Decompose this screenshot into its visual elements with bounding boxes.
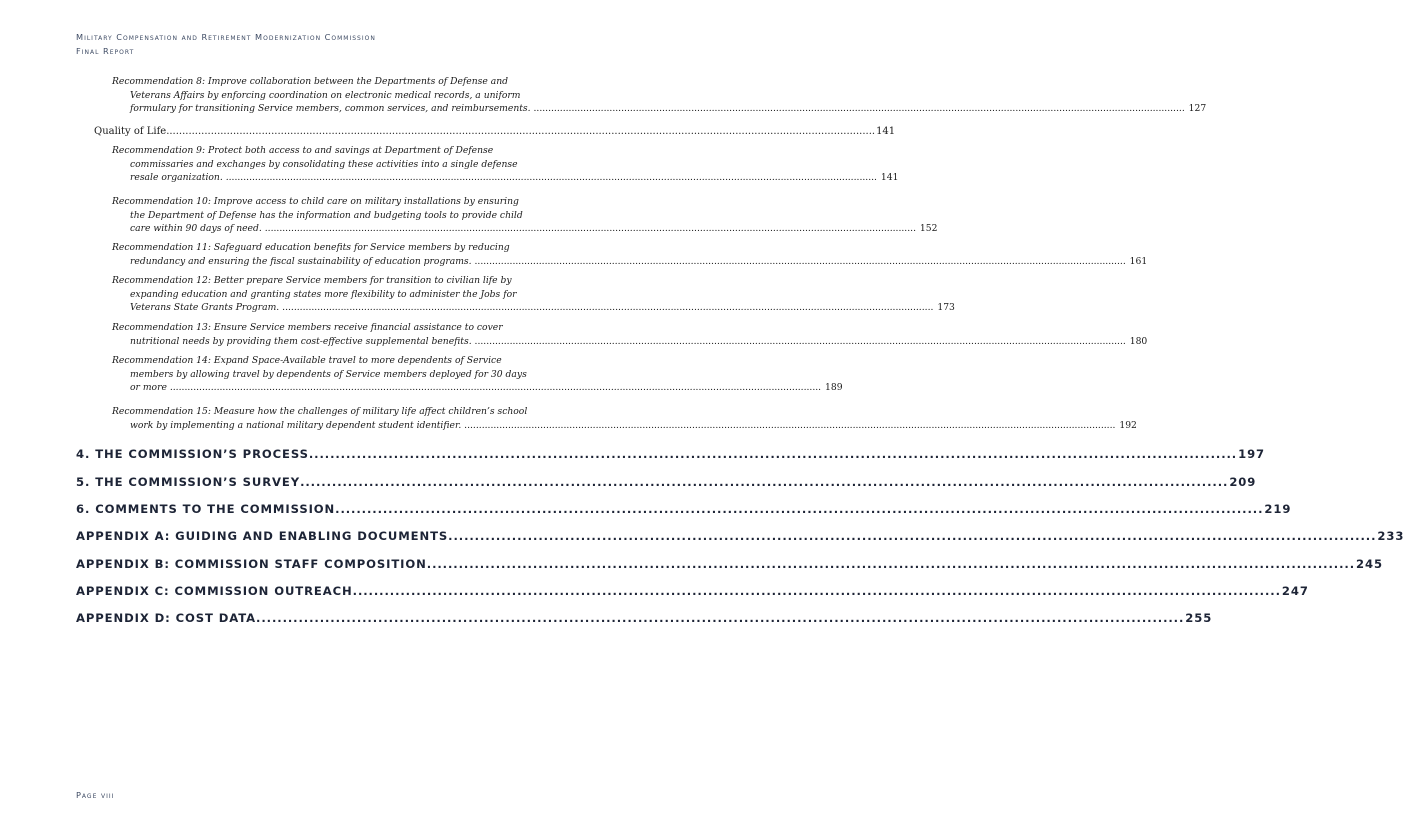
toc-entry-text: care within 90 days of need. bbox=[130, 223, 265, 234]
toc-section-title: APPENDIX C: COMMISSION OUTREACH bbox=[76, 584, 353, 598]
toc-section-appendix-d[interactable] bbox=[76, 610, 1213, 626]
toc-page-number: 152 bbox=[919, 223, 938, 234]
toc-entry-recommendation-12[interactable] bbox=[112, 274, 955, 315]
toc-entry-text: resale organization. bbox=[130, 172, 226, 183]
toc-entry-line: Recommendation 13: Ensure Service members receive financial assistance to cover bbox=[112, 322, 503, 333]
toc-page-number: 233 bbox=[1377, 529, 1404, 543]
dot-leader bbox=[256, 610, 1184, 626]
toc-entry-last-line bbox=[112, 335, 1148, 349]
toc-section-appendix-a[interactable] bbox=[76, 528, 1404, 544]
toc-section-title: 5. THE COMMISSION’S SURVEY bbox=[76, 475, 301, 489]
toc-page-number: 255 bbox=[1185, 611, 1213, 625]
toc-page-number: 247 bbox=[1281, 584, 1309, 598]
toc-section-title: 6. COMMENTS TO THE COMMISSION bbox=[76, 502, 336, 516]
toc-entry-line: Recommendation 15: Measure how the challenges of military life affect children’s school bbox=[112, 406, 528, 417]
dot-leader bbox=[265, 223, 916, 234]
toc-section-appendix-b[interactable] bbox=[76, 556, 1383, 572]
toc-entry-recommendation-9[interactable] bbox=[112, 144, 899, 185]
toc-entry-line: Recommendation 11: Safeguard education benefits for Service members by reducing bbox=[112, 242, 510, 253]
dot-leader bbox=[166, 125, 875, 139]
toc-section-title: APPENDIX B: COMMISSION STAFF COMPOSITION bbox=[76, 557, 427, 571]
toc-entry-text: Quality of Life bbox=[94, 126, 167, 137]
dot-leader bbox=[282, 302, 933, 313]
toc-section-comments[interactable] bbox=[76, 501, 1292, 517]
toc-entry-last-line bbox=[112, 419, 1137, 433]
toc-entry-recommendation-15[interactable] bbox=[112, 405, 1137, 432]
dot-leader bbox=[300, 474, 1228, 490]
dot-leader bbox=[226, 172, 877, 183]
toc-page-number: 245 bbox=[1356, 557, 1383, 571]
toc-entry-recommendation-10[interactable] bbox=[112, 195, 938, 236]
toc-entry-text: nutritional needs by providing them cost-effective supplemental benefits. bbox=[130, 335, 472, 347]
toc-entry-recommendation-8[interactable] bbox=[112, 75, 1207, 116]
toc-page-number: 127 bbox=[1188, 103, 1207, 114]
toc-page-number: 173 bbox=[937, 302, 955, 313]
toc-entry-line: Recommendation 10: Improve access to child care on military installations by ensuring bbox=[112, 196, 519, 207]
toc-entry-last-line bbox=[112, 381, 843, 395]
toc-entry-line: the Department of Defense has the information and budgeting tools to provide child bbox=[130, 209, 523, 221]
dot-leader bbox=[353, 583, 1281, 599]
toc-section-process[interactable] bbox=[76, 446, 1266, 462]
toc-page-number: 180 bbox=[1129, 335, 1148, 347]
dot-leader bbox=[170, 382, 821, 393]
toc-entry-quality-of-life[interactable] bbox=[94, 125, 896, 139]
toc-entry-line: Veterans Affairs by enforcing coordination on electronic medical records, a uniform bbox=[130, 89, 521, 101]
toc-entry-line: Recommendation 12: Better prepare Service members for transition to civilian life by bbox=[112, 275, 512, 286]
dot-leader bbox=[427, 556, 1355, 572]
dot-leader bbox=[309, 446, 1237, 462]
toc-entry-line: Recommendation 9: Protect both access to and savings at Department of Defense bbox=[112, 145, 494, 156]
toc-page-number: 197 bbox=[1238, 447, 1266, 461]
toc-section-title: APPENDIX D: COST DATA bbox=[76, 611, 257, 625]
toc-entry-last-line bbox=[112, 222, 938, 236]
toc-entry-last-line bbox=[112, 255, 1148, 269]
toc-entry-text: or more bbox=[130, 382, 167, 393]
toc-entry-line: commissaries and exchanges by consolidating these activities into a single defense bbox=[130, 158, 518, 170]
toc-entry-line: expanding education and granting states more flexibility to administer the Jobs for bbox=[130, 288, 517, 300]
toc-entry-recommendation-13[interactable] bbox=[112, 321, 1148, 348]
toc-page-number: 189 bbox=[825, 382, 843, 393]
header-commission-title: Military Compensation and Retirement Modernization Commission bbox=[76, 32, 376, 42]
dot-leader bbox=[448, 528, 1376, 544]
toc-entry-line: Recommendation 14: Expand Space-Available travel to more dependents of Service bbox=[112, 355, 502, 366]
toc-section-title: APPENDIX A: GUIDING AND ENABLING DOCUMENTS bbox=[76, 529, 449, 543]
toc-entry-text: redundancy and ensuring the fiscal sustainability of education programs. bbox=[130, 255, 472, 267]
dot-leader bbox=[533, 103, 1184, 114]
dot-leader bbox=[475, 336, 1126, 347]
toc-page-number: 192 bbox=[1119, 419, 1137, 431]
toc-entry-line: members by allowing travel by dependents of Service members deployed for 30 days bbox=[130, 368, 527, 380]
toc-entry-text: work by implementing a national military dependent student identifier. bbox=[130, 419, 465, 431]
toc-entry-last-line bbox=[112, 102, 1207, 116]
toc-entry-last-line bbox=[112, 301, 955, 315]
running-header bbox=[76, 30, 376, 58]
toc-page-number: 141 bbox=[876, 126, 896, 137]
toc-page-number: 209 bbox=[1229, 475, 1257, 489]
toc-entry-text: Veterans State Grants Program. bbox=[130, 302, 280, 313]
dot-leader bbox=[474, 256, 1125, 267]
toc-entry-recommendation-11[interactable] bbox=[112, 241, 1148, 268]
toc-page-number: 141 bbox=[880, 172, 899, 183]
dot-leader bbox=[464, 420, 1115, 431]
toc-section-title: 4. THE COMMISSION’S PROCESS bbox=[76, 447, 309, 461]
toc-section-appendix-c[interactable] bbox=[76, 583, 1309, 599]
toc-page-number: 161 bbox=[1129, 255, 1148, 267]
toc-entry-last-line bbox=[112, 171, 899, 185]
page-number-label: Page viii bbox=[76, 790, 115, 800]
toc-entry-recommendation-14[interactable] bbox=[112, 354, 843, 395]
toc-entry-text: formulary for transitioning Service members, common services, and reimbursements. bbox=[130, 103, 534, 114]
toc-section-survey[interactable] bbox=[76, 474, 1257, 490]
toc-entry-line: Recommendation 8: Improve collaboration between the Departments of Defense and bbox=[112, 76, 508, 87]
page-footer bbox=[76, 790, 114, 800]
dot-leader bbox=[335, 501, 1263, 517]
toc-page-number: 219 bbox=[1264, 502, 1292, 516]
header-report-title: Final Report bbox=[76, 46, 135, 56]
